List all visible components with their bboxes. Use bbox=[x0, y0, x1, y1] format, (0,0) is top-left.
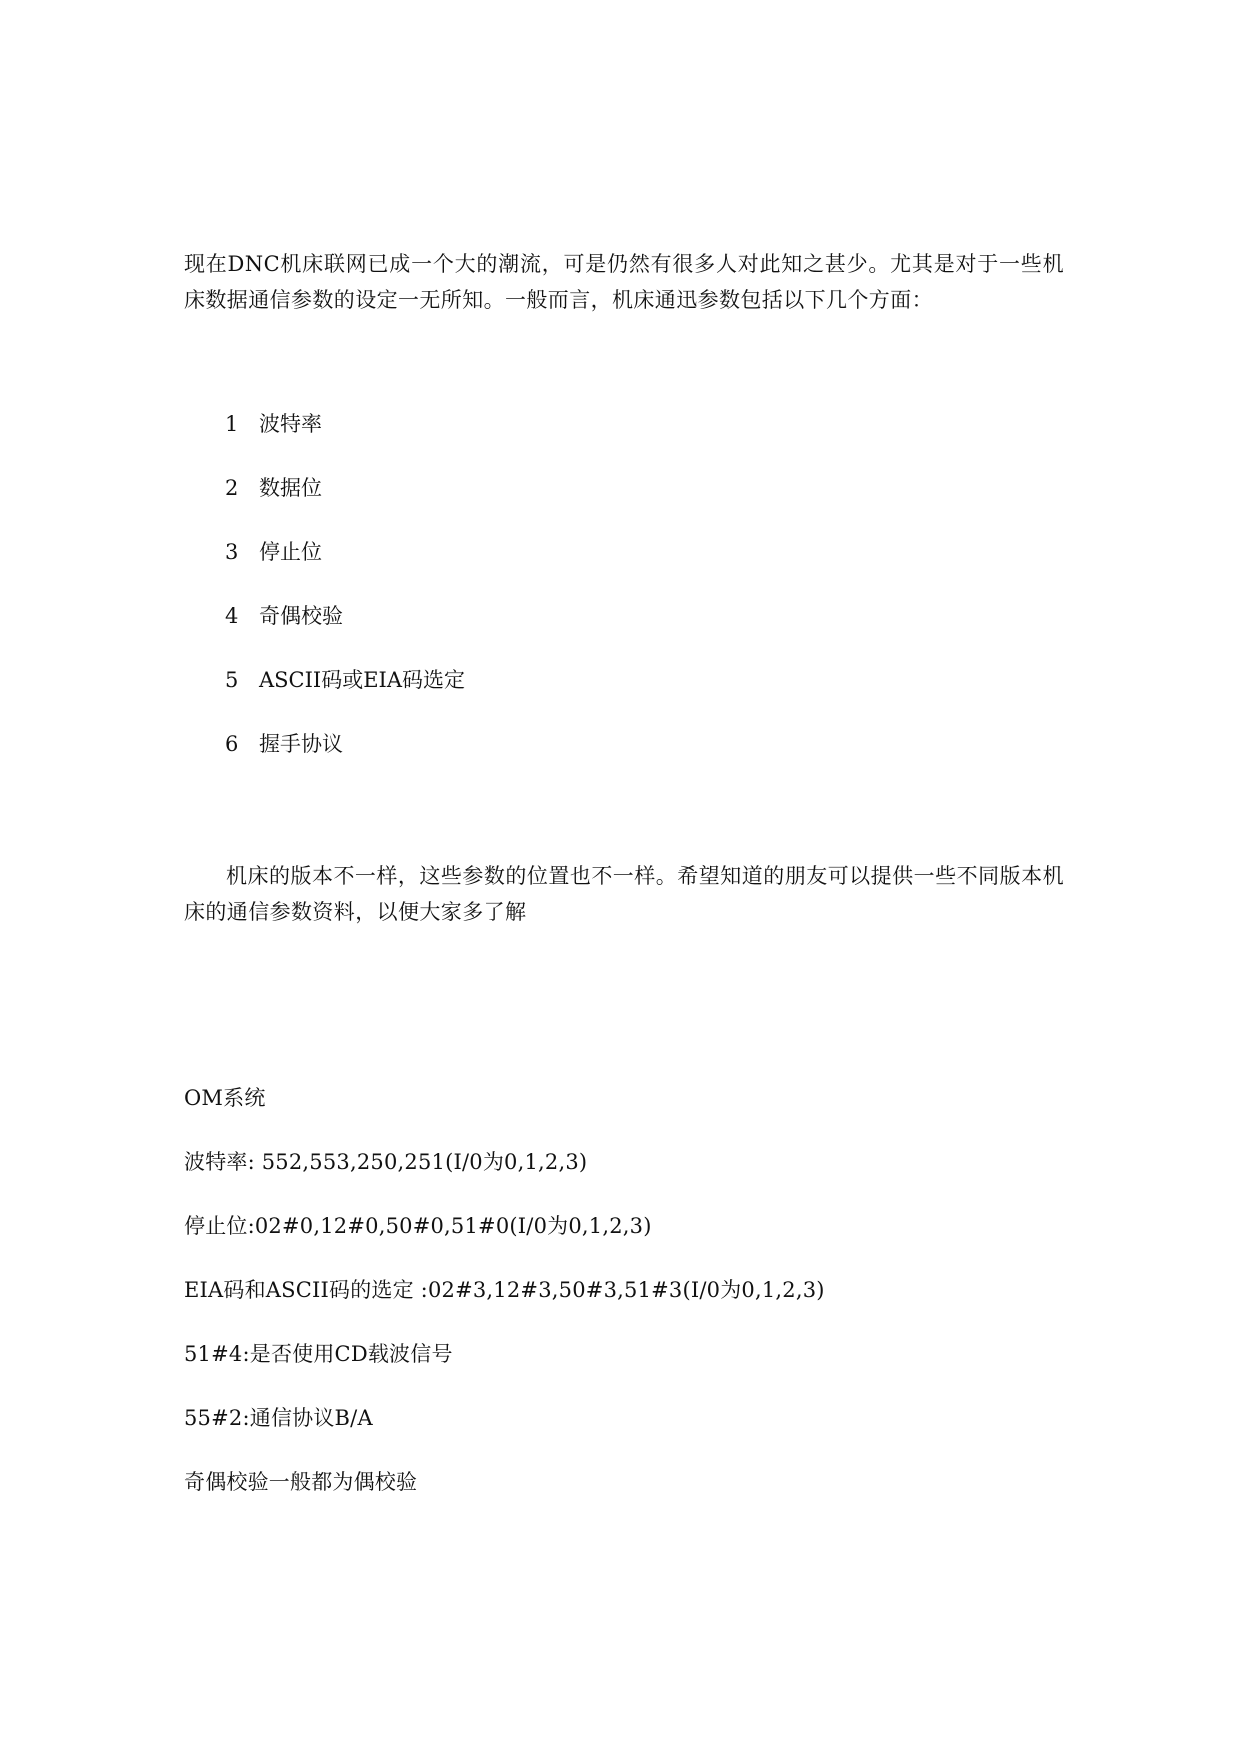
param-line-parity: 奇偶校验一般都为偶校验 bbox=[184, 1470, 418, 1494]
param-line-stopbit: 停止位:02#0,12#0,50#0,51#0(I/0为0,1,2,3) bbox=[184, 1214, 652, 1238]
section-title: OM系统 bbox=[184, 1086, 266, 1110]
list-item bbox=[225, 538, 322, 566]
list-item bbox=[225, 474, 322, 502]
list-item bbox=[225, 666, 465, 694]
list-number: 6 bbox=[225, 732, 239, 756]
list-number: 4 bbox=[225, 604, 239, 628]
list-item bbox=[225, 730, 343, 758]
list-text: ASCII码或EIA码选定 bbox=[259, 668, 466, 692]
list-number: 5 bbox=[225, 668, 239, 692]
list-number: 1 bbox=[225, 412, 239, 436]
list-number: 2 bbox=[225, 476, 239, 500]
list-item bbox=[225, 602, 343, 630]
list-text: 波特率 bbox=[259, 412, 322, 436]
param-line-code: EIA码和ASCII码的选定 :02#3,12#3,50#3,51#3(I/0为0,1,2,3) bbox=[184, 1278, 825, 1302]
list-text: 握手协议 bbox=[259, 732, 343, 756]
list-number: 3 bbox=[225, 540, 239, 564]
intro-paragraph: 现在DNC机床联网已成一个大的潮流，可是仍然有很多人对此知之甚少。尤其是对于一些机床数据通信参数的设定一无所知。一般而言，机床通迅参数包括以下几个方面： bbox=[184, 252, 1064, 312]
param-line-cd: 51#4:是否使用CD载波信号 bbox=[184, 1342, 453, 1366]
param-line-protocol: 55#2:通信协议B/A bbox=[184, 1406, 373, 1430]
list-item bbox=[225, 410, 322, 438]
list-text: 停止位 bbox=[259, 540, 322, 564]
list-text: 奇偶校验 bbox=[259, 604, 343, 628]
param-line-baud: 波特率: 552,553,250,251(I/0为0,1,2,3) bbox=[184, 1150, 588, 1174]
note-paragraph: 机床的版本不一样，这些参数的位置也不一样。希望知道的朋友可以提供一些不同版本机床的通信参数资料，以便大家多了解 bbox=[184, 864, 1064, 924]
list-text: 数据位 bbox=[259, 476, 322, 500]
